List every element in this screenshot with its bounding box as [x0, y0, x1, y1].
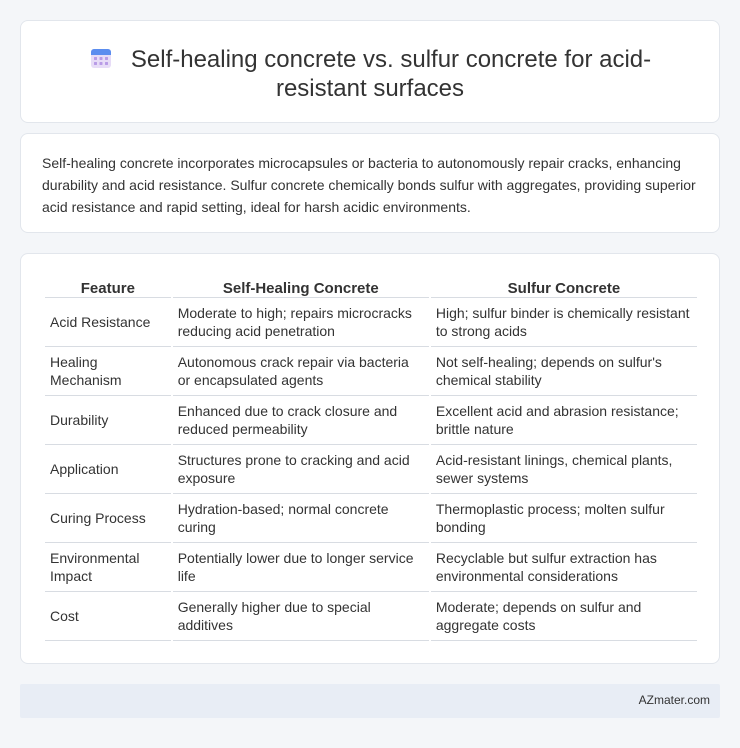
page-title: Self-healing concrete vs. sulfur concrete for acid-resistant surfaces: [130, 46, 652, 102]
self-healing-cell: Structures prone to cracking and acid exposure: [173, 445, 429, 494]
title-card: [20, 20, 720, 123]
sulfur-cell: Not self-healing; depends on sulfur's chemical stability: [431, 347, 697, 396]
feature-cell: Healing Mechanism: [45, 347, 171, 396]
sulfur-cell: Excellent acid and abrasion resistance; brittle nature: [431, 396, 697, 445]
table-header-row: [45, 274, 697, 298]
table-row: [45, 592, 697, 641]
feature-cell: Environmental Impact: [45, 543, 171, 592]
header-feature: Feature: [45, 274, 171, 298]
self-healing-cell: Potentially lower due to longer service life: [173, 543, 429, 592]
calendar-icon: [89, 46, 113, 70]
feature-cell: Acid Resistance: [45, 298, 171, 347]
sulfur-cell: Acid-resistant linings, chemical plants, sewer systems: [431, 445, 697, 494]
sulfur-cell: Recyclable but sulfur extraction has environmental considerations: [431, 543, 697, 592]
footer-brand: AZmater.com: [638, 693, 710, 707]
table-row: [45, 445, 697, 494]
feature-cell: Cost: [45, 592, 171, 641]
intro-paragraph: Self-healing concrete incorporates microcapsules or bacteria to autonomously repair cracks, enhancing durability and acid resistance. Sulfur concrete chemically bonds sulfur with aggregates, providing superior acid resistance and rapid setting, ideal for harsh acidic environments.: [42, 155, 696, 215]
comparison-table: [43, 274, 699, 641]
table-row: [45, 543, 697, 592]
header-sulfur: Sulfur Concrete: [431, 274, 697, 298]
self-healing-cell: Enhanced due to crack closure and reduced permeability: [173, 396, 429, 445]
sulfur-cell: High; sulfur binder is chemically resistant to strong acids: [431, 298, 697, 347]
self-healing-cell: Autonomous crack repair via bacteria or encapsulated agents: [173, 347, 429, 396]
feature-cell: Curing Process: [45, 494, 171, 543]
feature-cell: Durability: [45, 396, 171, 445]
header-self-healing: Self-Healing Concrete: [173, 274, 429, 298]
table-row: [45, 494, 697, 543]
table-row: [45, 298, 697, 347]
sulfur-cell: Thermoplastic process; molten sulfur bonding: [431, 494, 697, 543]
self-healing-cell: Generally higher due to special additives: [173, 592, 429, 641]
table-row: [45, 396, 697, 445]
footer-bar: [20, 684, 720, 718]
feature-cell: Application: [45, 445, 171, 494]
self-healing-cell: Moderate to high; repairs microcracks reducing acid penetration: [173, 298, 429, 347]
intro-card: [20, 133, 720, 233]
table-row: [45, 347, 697, 396]
sulfur-cell: Moderate; depends on sulfur and aggregate costs: [431, 592, 697, 641]
self-healing-cell: Hydration-based; normal concrete curing: [173, 494, 429, 543]
comparison-card: [20, 253, 720, 664]
page-title-wrap: [21, 45, 719, 103]
